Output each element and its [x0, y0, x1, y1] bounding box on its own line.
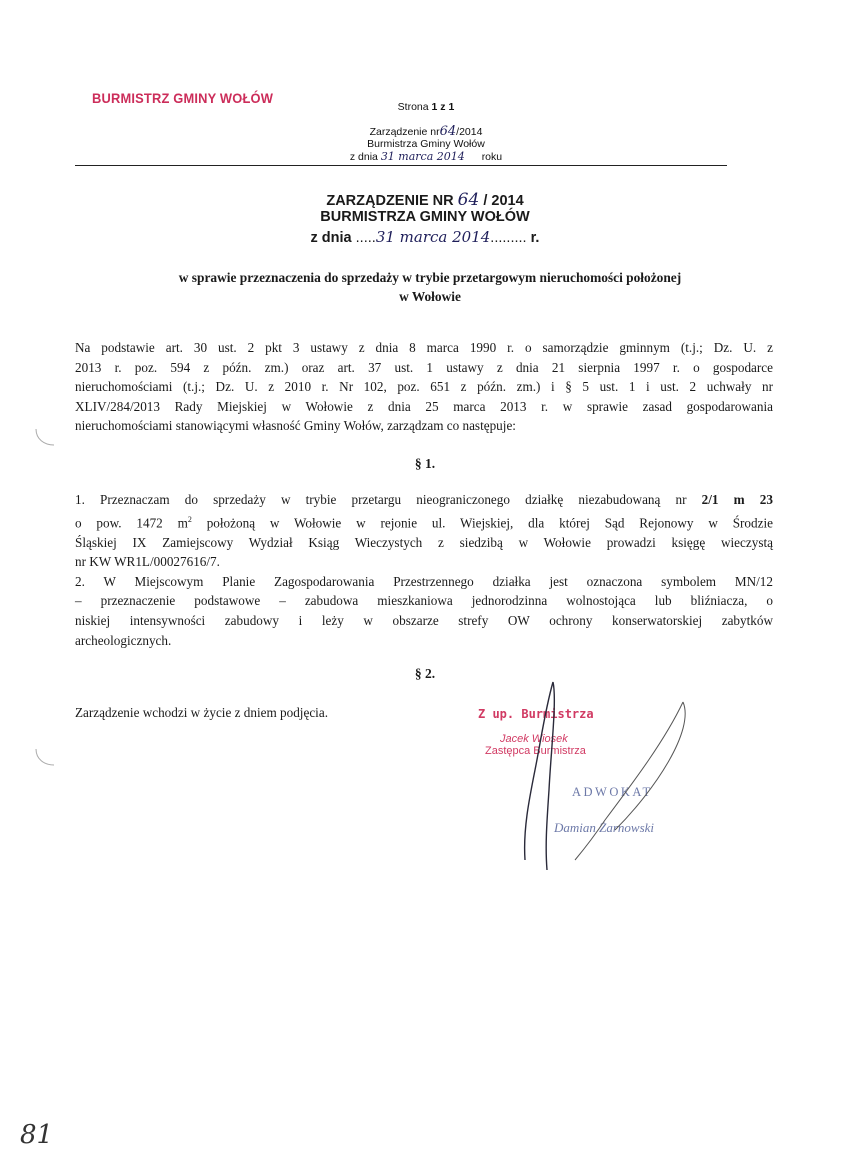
lawyer-stamp-name: Damian Żarnowski	[554, 820, 655, 835]
page-info-issuer: Burmistrza Gminy Wołów	[367, 138, 485, 150]
area-text-rest: położoną w Wołowie w rejonie ul. Wiejskiej, dla której Sąd Rejonowy w Środzie	[191, 514, 773, 530]
section-1-heading: § 1.	[414, 456, 436, 471]
title-prefix: ZARZĄDZENIE NR	[326, 193, 454, 209]
section-1-line: archeologicznych.	[75, 632, 172, 648]
page-info-date	[318, 150, 534, 163]
preamble-line: nieruchomościami (t.j.; Dz. U. z 2010 r. Nr 102, poz. 651 z późn. zm.) i § 5 ust. 1 i ust. 2 uchwały nr	[75, 379, 773, 395]
title-date-suffix: r.	[530, 230, 540, 246]
subject	[85, 268, 775, 306]
signature-stamp-name: Jacek Wiosek	[500, 733, 568, 745]
signature-stamp-heading: Z up. Burmistrza	[478, 707, 594, 721]
title-suffix: / 2014	[483, 193, 524, 209]
section-1-line: – przeznaczenie podstawowe – zabudowa mieszkaniowa jednorodzinna wolnostojąca lub bliźniacza, o	[75, 593, 773, 609]
title-number-handwritten: 64	[457, 190, 480, 210]
signature-stamp-role: Zastępca Burmistrza	[485, 745, 586, 757]
subject-line-1: w sprawie przeznaczenia do sprzedaży w trybie przetargowym nieruchomości położonej	[178, 270, 682, 285]
corner-handwritten-mark: 81	[20, 1120, 54, 1150]
date-handwritten: 31 marca 2014	[380, 150, 465, 163]
page-number	[318, 101, 534, 113]
section-1-line: 2. W Miejscowym Planie Zagospodarowania Przestrzennego działka jest oznaczona symbolem MN/12	[75, 573, 773, 589]
preamble-line: Na podstawie art. 30 ust. 2 pkt 3 ustawy z dnia 8 marca 1990 r. o samorządzie gminnym (t.j.; Dz. U. z	[75, 340, 773, 355]
title-line-3: z dnia .....31 marca 2014......... r.	[310, 228, 540, 246]
document-title	[200, 190, 650, 254]
punch-mark	[30, 425, 60, 455]
preamble-line: nieruchomościami stanowiącymi własność Gminy Wołów, zarządzam co następuje:	[75, 418, 516, 434]
section-2-text: Zarządzenie wchodzi w życie z dniem podjęcia.	[75, 705, 328, 720]
section-1-body	[75, 490, 773, 650]
subject-line-2: w Wołowie	[399, 289, 461, 304]
order-prefix: Zarządzenie nr	[369, 126, 440, 138]
area-superscript: 2	[187, 514, 192, 524]
section-1-line: niskiej intensywności zabudowy i leży w obszarze strefy OW ochrony konserwatorskiej zabytków	[75, 612, 773, 628]
mayor-header-stamp: BURMISTRZ GMINY WOŁÓW	[92, 90, 274, 106]
handwritten-signature	[505, 670, 705, 880]
section-1-line: nr KW WR1L/00027616/7.	[75, 554, 220, 570]
preamble-line: XLIV/284/2013 Rady Miejskiej w Wołowie z dnia 25 marca 2013 r. w sprawie zasad gospodarowania	[75, 398, 773, 414]
order-number-handwritten: 64	[439, 124, 457, 139]
title-line-2: BURMISTRZA GMINY WOŁÓW	[320, 209, 530, 225]
page-sep: z	[440, 101, 446, 113]
parcel-number: 2/1 m 23	[701, 492, 773, 507]
section-1-line	[75, 510, 773, 533]
lawyer-stamp-title: ADWOKAT	[572, 785, 653, 799]
header-rule	[75, 165, 727, 166]
section-2-heading: § 2.	[414, 666, 436, 681]
date-prefix: z dnia	[349, 151, 378, 163]
title-date-prefix: z dnia	[310, 230, 352, 246]
page-num: 1	[431, 101, 438, 113]
parcel-text: 1. Przeznaczam do sprzedaży w trybie przetargu nieograniczonego działkę niezabudowaną nr	[75, 492, 687, 507]
page-label: Strona	[397, 101, 429, 113]
page-info-order	[318, 124, 534, 139]
title-line-1	[200, 190, 650, 210]
section-1-line	[75, 490, 773, 510]
section-1-line: Śląskiej IX Zamiejscowy Wydział Ksiąg Wieczystych z siedzibą w Wołowie prowadzi księgę wieczystą	[75, 534, 773, 550]
order-suffix: /2014	[456, 126, 483, 138]
date-suffix: roku	[481, 151, 503, 163]
page-total: 1	[448, 101, 455, 113]
area-text: o pow. 1472 m	[75, 514, 188, 530]
preamble	[75, 338, 773, 436]
preamble-line: 2013 r. poz. 594 z późn. zm.) oraz art. 37 ust. 1 ustawy z dnia 21 sierpnia 1997 r. o gospodarce	[75, 359, 773, 375]
title-date-handwritten: 31 marca 2014	[375, 228, 491, 246]
punch-mark	[30, 745, 60, 775]
